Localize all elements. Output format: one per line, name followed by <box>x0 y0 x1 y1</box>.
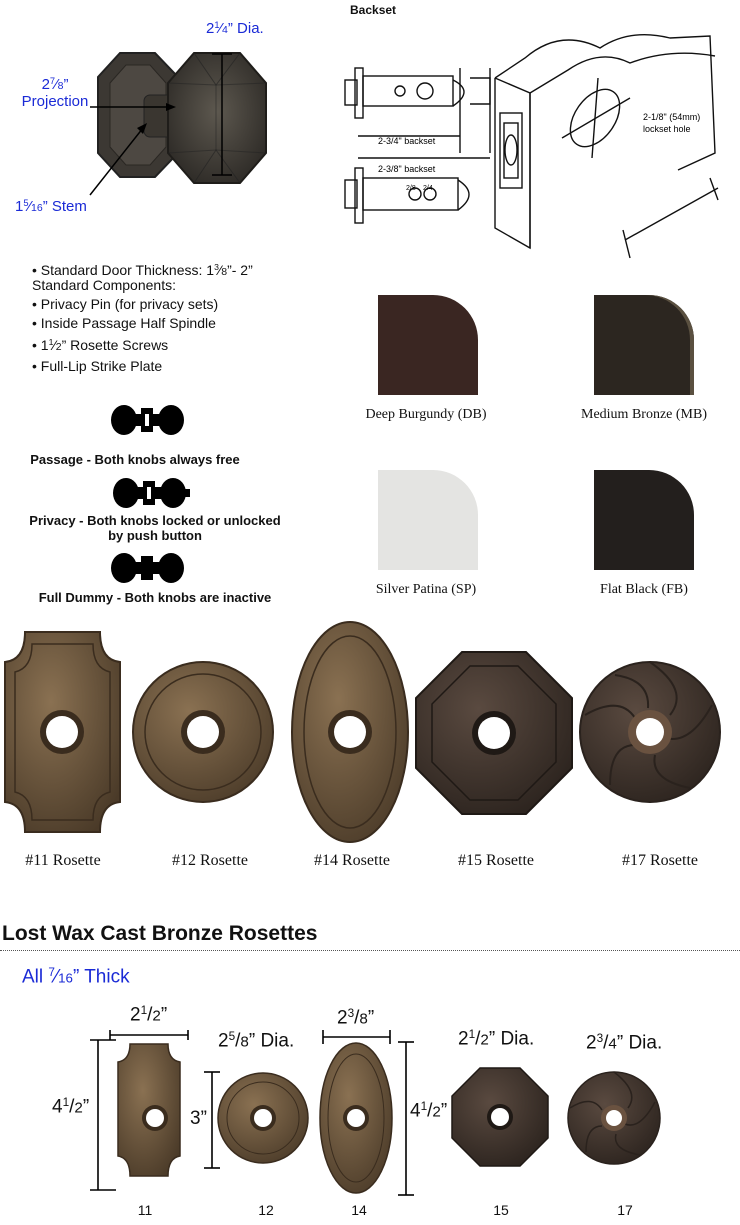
dim-rosette-17 <box>568 1072 660 1164</box>
thickness-note: All $^7$⁄16” Thick <box>22 966 130 988</box>
diameter-label: $2^1⁄4$” Dia. <box>206 20 264 38</box>
rosette-14 <box>292 622 408 842</box>
specs-list <box>32 258 332 376</box>
finish-swatch <box>594 295 694 395</box>
privacy-caption: Privacy - Both knobs locked or unlocked by push button <box>29 513 281 543</box>
section-heading: Lost Wax Cast Bronze Rosettes <box>2 922 318 945</box>
spec-item: • Inside Passage Half Spindle <box>32 314 216 331</box>
rosette-11 <box>5 632 120 832</box>
rosette-number: 17 <box>617 1202 633 1218</box>
dim-r14-width: $2^3/8$” <box>337 1007 375 1029</box>
finish-deep-burgundy <box>340 295 520 423</box>
svg-text:2/8: 2/8 <box>406 185 416 192</box>
rosette-number: 14 <box>351 1202 367 1218</box>
svg-text:2/4: 2/4 <box>423 185 433 192</box>
spec-item: • $1^1⁄2$” Rosette Screws <box>32 336 169 353</box>
stem-label: $1^5⁄16$” Stem <box>15 198 87 216</box>
backset-diagram <box>330 0 740 270</box>
function-passage <box>0 402 270 472</box>
rosette-12 <box>133 662 273 802</box>
finish-swatches <box>340 295 740 605</box>
backset-illustration <box>330 18 740 268</box>
stem-pointer <box>85 120 155 200</box>
rosette-number: 11 <box>137 1202 153 1218</box>
spec-item: • Privacy Pin (for privacy sets) <box>32 295 219 312</box>
finish-silver-patina <box>340 470 520 598</box>
dim-rosette-14 <box>320 1043 392 1193</box>
dim-r11-inner: 3” <box>190 1108 207 1129</box>
finish-swatch <box>594 470 694 570</box>
function-dummy <box>0 550 300 610</box>
finish-label: Medium Bronze (MB) <box>581 407 707 422</box>
svg-text:2-3/8" backset: 2-3/8" backset <box>378 164 436 174</box>
rosette-17 <box>580 662 720 802</box>
finish-medium-bronze <box>560 295 740 423</box>
dim-r11-width: $2^1/2$” <box>130 1004 168 1026</box>
finish-swatch <box>378 470 478 570</box>
svg-text:lockset hole: lockset hole <box>643 124 691 134</box>
passage-caption: Passage - Both knobs always free <box>30 452 240 467</box>
dim-r15-dia: $2^1/2$” Dia. <box>458 1028 535 1050</box>
dim-r17-dia: $2^3/4$” Dia. <box>586 1032 663 1054</box>
dummy-knob-icon <box>110 550 185 586</box>
components-heading: Standard Components: <box>32 276 176 293</box>
rosette-label: #17 Rosette <box>622 852 698 869</box>
rosette-label: #11 Rosette <box>25 852 101 869</box>
spec-item: • Full-Lip Strike Plate <box>32 357 163 374</box>
finish-flat-black <box>560 470 740 598</box>
finish-label: Flat Black (FB) <box>600 582 688 597</box>
finish-label: Deep Burgundy (DB) <box>365 407 487 422</box>
dim-rosette-12 <box>218 1073 308 1163</box>
svg-text:2-1/8" (54mm): 2-1/8" (54mm) <box>643 112 701 122</box>
function-privacy <box>0 475 300 550</box>
dim-r12-dia: $2^5/8$” Dia. <box>218 1030 295 1052</box>
rosette-15 <box>416 652 572 814</box>
privacy-knob-icon <box>112 475 192 511</box>
passage-knob-icon <box>110 402 185 438</box>
rosette-photos <box>0 620 740 845</box>
dim-rosette-15 <box>452 1068 548 1166</box>
finish-swatch <box>378 295 478 395</box>
projection-label: $2^7⁄8$” Projection <box>21 76 89 111</box>
dimension-drawing <box>0 1030 740 1200</box>
rosette-label: #14 Rosette <box>314 852 390 869</box>
svg-text:2-3/4" backset: 2-3/4" backset <box>378 136 436 146</box>
section-divider <box>0 950 740 951</box>
rosette-label: #12 Rosette <box>172 852 248 869</box>
dim-rosette-11 <box>118 1044 180 1176</box>
dim-r14-height: $4^1/2$” <box>410 1100 448 1122</box>
rosette-label: #15 Rosette <box>458 852 534 869</box>
rosette-number: 15 <box>493 1202 509 1218</box>
backset-title: Backset <box>350 3 397 17</box>
dummy-caption: Full Dummy - Both knobs are inactive <box>38 590 272 605</box>
knob-diagram <box>0 0 330 230</box>
rosette-number: 12 <box>258 1202 274 1218</box>
dim-r11-height: $4^1/2$” <box>52 1096 90 1118</box>
door-thickness: • Standard Door Thickness: $1^3⁄8”-$ 2” <box>32 261 253 278</box>
finish-label: Silver Patina (SP) <box>375 582 477 597</box>
